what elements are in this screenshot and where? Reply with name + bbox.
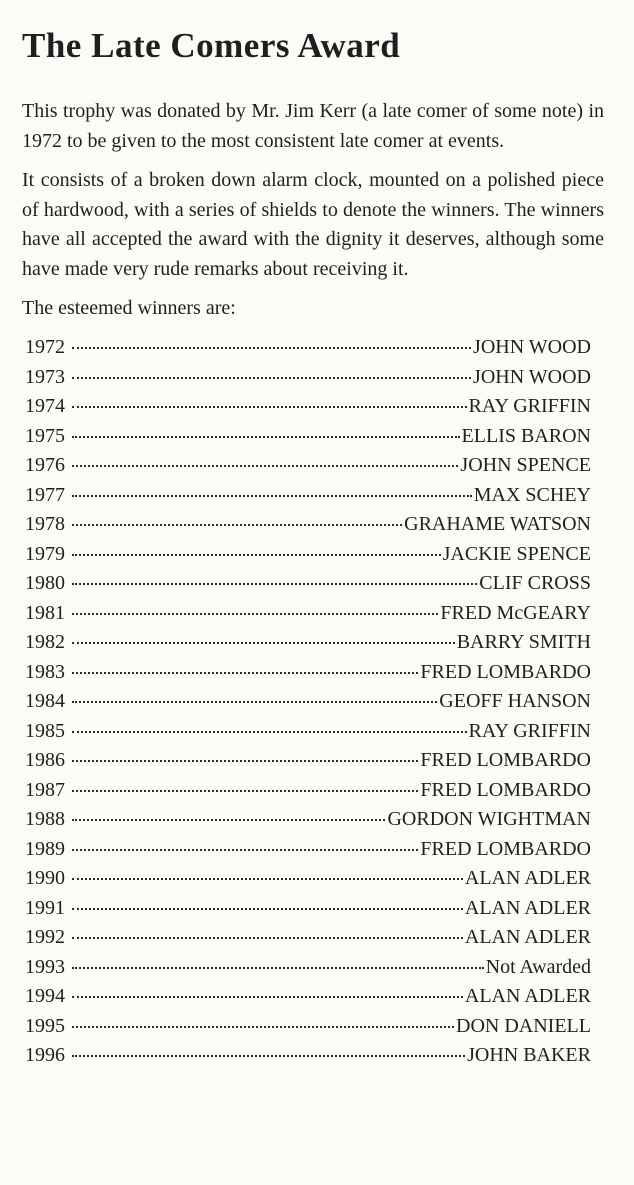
winner-row xyxy=(25,953,591,983)
dot-leader xyxy=(72,996,463,998)
winners-intro: The esteemed winners are: xyxy=(22,297,236,319)
winner-row xyxy=(25,422,591,452)
winner-name: GORDON WIGHTMAN xyxy=(387,808,591,830)
winner-name: Not Awarded xyxy=(485,955,591,978)
dot-leader xyxy=(72,642,455,644)
winner-row xyxy=(25,451,591,481)
winner-name: DON DANIELL xyxy=(456,1014,591,1037)
winner-year: 1989 xyxy=(25,837,65,860)
winner-row xyxy=(25,982,591,1012)
winner-year: 1995 xyxy=(25,1014,65,1037)
winner-name: JOHN WOOD xyxy=(473,336,591,358)
winner-year: 1992 xyxy=(25,926,65,948)
winner-name: JOHN BAKER xyxy=(467,1044,591,1066)
dot-leader xyxy=(72,465,458,467)
winner-name: GRAHAME WATSON xyxy=(404,513,591,535)
winner-year: 1977 xyxy=(25,483,65,506)
dot-leader xyxy=(72,1055,465,1057)
winner-name: FRED LOMBARDO xyxy=(420,749,591,771)
winner-row xyxy=(25,864,591,894)
winner-year: 1982 xyxy=(25,631,65,653)
winner-year: 1974 xyxy=(25,395,65,417)
winner-year: 1988 xyxy=(25,808,65,830)
winner-row xyxy=(25,687,591,717)
winner-year: 1981 xyxy=(25,601,65,624)
winner-year: 1986 xyxy=(25,749,65,771)
winner-year: 1991 xyxy=(25,896,65,919)
winner-row xyxy=(25,333,591,363)
dot-leader xyxy=(72,406,467,408)
winner-name: FRED LOMBARDO xyxy=(420,778,591,801)
winner-year: 1980 xyxy=(25,572,65,594)
dot-leader xyxy=(72,790,418,792)
paragraph-description: It consists of a broken down alarm clock, mounted on a polished piece of hardwood, with a series of shields to denote the winners. The winners have all accepted the award with the dignity it deserves, although some have made very rude remarks about receiving it. xyxy=(22,169,604,280)
winner-name: FRED LOMBARDO xyxy=(420,837,591,860)
winner-year: 1983 xyxy=(25,660,65,683)
dot-leader xyxy=(72,554,441,556)
page-title: The Late Comers Award xyxy=(22,26,401,65)
winner-year: 1984 xyxy=(25,690,65,712)
winner-row xyxy=(25,894,591,924)
winner-name: BARRY SMITH xyxy=(456,631,591,653)
dot-leader xyxy=(72,967,484,969)
dot-leader xyxy=(72,731,467,733)
dot-leader xyxy=(72,436,460,438)
winner-row xyxy=(25,363,591,393)
dot-leader xyxy=(72,701,437,703)
winner-name: RAY GRIFFIN xyxy=(468,719,591,742)
winner-year: 1976 xyxy=(25,454,65,476)
winner-row xyxy=(25,540,591,570)
winner-name: ALAN ADLER xyxy=(464,985,591,1007)
dot-leader xyxy=(72,878,463,880)
winner-row xyxy=(25,835,591,865)
winner-year: 1985 xyxy=(25,719,65,742)
dot-leader xyxy=(72,377,471,379)
dot-leader xyxy=(72,495,472,497)
winner-year: 1990 xyxy=(25,867,65,889)
dot-leader xyxy=(72,908,463,910)
winner-row xyxy=(25,776,591,806)
winner-row xyxy=(25,805,591,835)
winner-year: 1973 xyxy=(25,365,65,388)
winner-row xyxy=(25,599,591,629)
winner-name: JOHN WOOD xyxy=(473,365,591,388)
winner-name: JOHN SPENCE xyxy=(460,454,591,476)
winner-row xyxy=(25,658,591,688)
dot-leader xyxy=(72,819,385,821)
winner-name: ELLIS BARON xyxy=(461,424,591,447)
dot-leader xyxy=(72,849,418,851)
winner-name: MAX SCHEY xyxy=(473,483,591,506)
winner-year: 1994 xyxy=(25,985,65,1007)
dot-leader xyxy=(72,347,471,349)
winner-row xyxy=(25,746,591,776)
winner-name: JACKIE SPENCE xyxy=(442,542,591,565)
winner-row xyxy=(25,1041,591,1071)
winner-name: ALAN ADLER xyxy=(464,926,591,948)
winner-year: 1975 xyxy=(25,424,65,447)
winner-year: 1996 xyxy=(25,1044,65,1066)
dot-leader xyxy=(72,583,477,585)
winner-name: FRED LOMBARDO xyxy=(420,660,591,683)
winner-name: RAY GRIFFIN xyxy=(468,395,591,417)
dot-leader xyxy=(72,524,402,526)
paragraph-history: This trophy was donated by Mr. Jim Kerr (a late comer of some note) in 1972 to be given to the most consistent late comer at events. xyxy=(22,100,604,152)
winner-row xyxy=(25,510,591,540)
winner-row xyxy=(25,717,591,747)
winner-year: 1993 xyxy=(25,955,65,978)
winner-year: 1987 xyxy=(25,778,65,801)
winner-row xyxy=(25,628,591,658)
winner-row xyxy=(25,392,591,422)
winner-name: ALAN ADLER xyxy=(464,867,591,889)
dot-leader xyxy=(72,1026,454,1028)
winner-row xyxy=(25,1012,591,1042)
winner-row xyxy=(25,481,591,511)
winner-year: 1972 xyxy=(25,336,65,358)
winner-name: CLIF CROSS xyxy=(479,572,591,594)
winner-name: FRED McGEARY xyxy=(440,601,591,624)
winner-name: ALAN ADLER xyxy=(464,896,591,919)
dot-leader xyxy=(72,760,418,762)
winners-list xyxy=(25,333,591,1071)
winner-year: 1978 xyxy=(25,513,65,535)
dot-leader xyxy=(72,937,463,939)
dot-leader xyxy=(72,672,418,674)
dot-leader xyxy=(72,613,438,615)
winner-row xyxy=(25,569,591,599)
winner-row xyxy=(25,923,591,953)
winner-year: 1979 xyxy=(25,542,65,565)
winner-name: GEOFF HANSON xyxy=(439,690,591,712)
